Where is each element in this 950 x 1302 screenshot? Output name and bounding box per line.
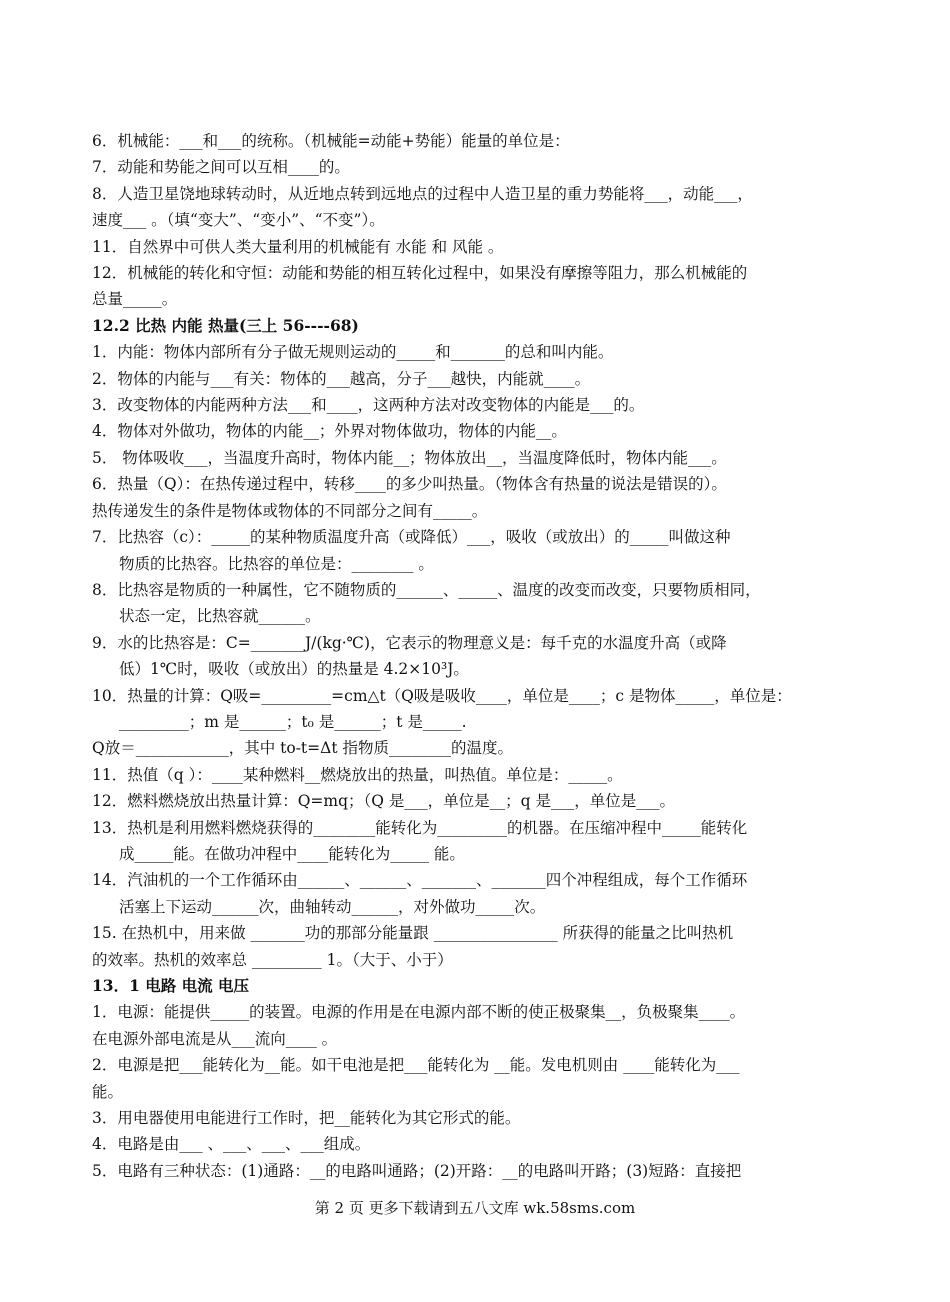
- text-line: 7．比热容（c）：_____的某种物质温度升高（或降低）___，吸收（或放出）的_____叫做这种: [92, 528, 731, 547]
- text-line: 14．汽油机的一个工作循环由______、______、_______、_______四个冲程组成，每个工作循环: [92, 871, 748, 890]
- text-line: 2．物体的内能与___有关：物体的___越高，分子___越快，内能就____。: [92, 369, 591, 388]
- text-line: 11．热值（q ）：____某种燃料__燃烧放出的热量，叫热值。单位是：_____。: [92, 765, 623, 784]
- text-line: 4．物体对外做功，物体的内能__；外界对物体做功，物体的内能__。: [92, 422, 567, 441]
- text-line: 6．机械能：___和___的统称。（机械能=动能+势能）能量的单位是：: [92, 132, 570, 150]
- text-line: 5．电路有三种状态：(1)通路：__的电路叫通路；(2)开路：__的电路叫开路；(3)短路：直接把: [92, 1161, 742, 1180]
- text-line: 总量_____。: [92, 290, 178, 309]
- text-line: 成_____能。在做功冲程中____能转化为_____ 能。: [119, 844, 465, 863]
- document-body: [92, 128, 862, 1184]
- text-line: 能。: [92, 1082, 124, 1101]
- text-line: 12．机械能的转化和守恒：动能和势能的相互转化过程中，如果没有摩擦等阻力，那么机械能的: [92, 264, 748, 283]
- text-line: 12．燃料燃烧放出热量计算：Q=mq；（Q 是___，单位是__；q 是___，单位是___。: [92, 792, 676, 811]
- text-line: 9．水的比热容是：C=_______J/(kg·℃)，它表示的物理意义是：每千克的水温度升高（或降: [92, 633, 727, 652]
- text-line: _________；m 是______；t₀ 是______；t 是_____.: [119, 712, 467, 731]
- page-footer: 第 2 页 更多下载请到五八文库 wk.58sms.com: [314, 1199, 636, 1217]
- text-line: 活塞上下运动______次，曲轴转动______，对外做功_____次。: [119, 897, 546, 916]
- text-line: 15. 在热机中，用来做 _______功的那部分能量跟 ________________ 所获得的能量之比叫热机: [92, 924, 734, 943]
- text-line: 11．自然界中可供人类大量利用的机械能有 水能 和 风能 。: [92, 237, 504, 256]
- text-line: 10．热量的计算：Q吸=_________=cm△t（Q吸是吸收____，单位是____；c 是物体_____，单位是：: [92, 686, 792, 705]
- text-line: 7．动能和势能之间可以互相____的。: [92, 158, 350, 177]
- text-line: 4．电路是由___ 、___、___、___组成。: [92, 1135, 371, 1154]
- text-line: Q放＝____________，其中 to-t=Δt 指物质________的温度。: [92, 739, 513, 758]
- text-line: 13．1 电路 电流 电压: [92, 976, 250, 995]
- text-line: 速度___ 。（填“变大”、“变小”、“不变”）。: [92, 211, 385, 230]
- text-line: 13．热机是利用燃料燃烧获得的________能转化为_________的机器。在压缩冲程中_____能转化: [92, 818, 748, 837]
- text-line: 3．改变物体的内能两种方法___和____，这两种方法对改变物体的内能是___的。: [92, 396, 645, 415]
- text-line: 8．比热容是物质的一种属性，它不随物质的______、_____、温度的改变而改变，只要物质相同，: [92, 580, 761, 599]
- text-line: 12.2 比热 内能 热量(三上 56----68): [92, 315, 359, 335]
- text-line: 8．人造卫星饶地球转动时，从近地点转到远地点的过程中人造卫星的重力势能将___，动能___，: [92, 184, 753, 203]
- text-line: 低）1℃时，吸收（或放出）的热量是 4.2×10³J。: [119, 660, 469, 679]
- text-line: 1．内能：物体内部所有分子做无规则运动的_____和_______的总和叫内能。: [92, 343, 614, 362]
- text-line: 6．热量（Q）：在热传递过程中，转移____的多少叫热量。（物体含有热量的说法是错误的）。: [92, 475, 727, 494]
- text-line: 的效率。热机的效率总 _________ 1。（大于、小于）: [92, 950, 453, 969]
- text-line: 5． 物体吸收___，当温度升高时，物体内能__；物体放出__，当温度降低时，物体内能___。: [92, 448, 727, 467]
- text-line: 1．电源：能提供_____的装置。电源的作用是在电源内部不断的使正极聚集__，负极聚集____。: [92, 1003, 746, 1022]
- text-line: 状态一定，比热容就______。: [119, 607, 321, 626]
- text-line: 3．用电器使用电能进行工作时，把__能转化为其它形式的能。: [92, 1109, 521, 1128]
- text-line: 在电源外部电流是从___流向____ 。: [92, 1029, 338, 1048]
- text-line: 热传递发生的条件是物体或物体的不同部分之间有_____。: [92, 501, 488, 520]
- text-line: 物质的比热容。比热容的单位是：________ 。: [119, 554, 434, 573]
- text-line: 2．电源是把___能转化为__能。如干电池是把___能转化为 __能。发电机则由 ____能转化为___: [92, 1056, 740, 1075]
